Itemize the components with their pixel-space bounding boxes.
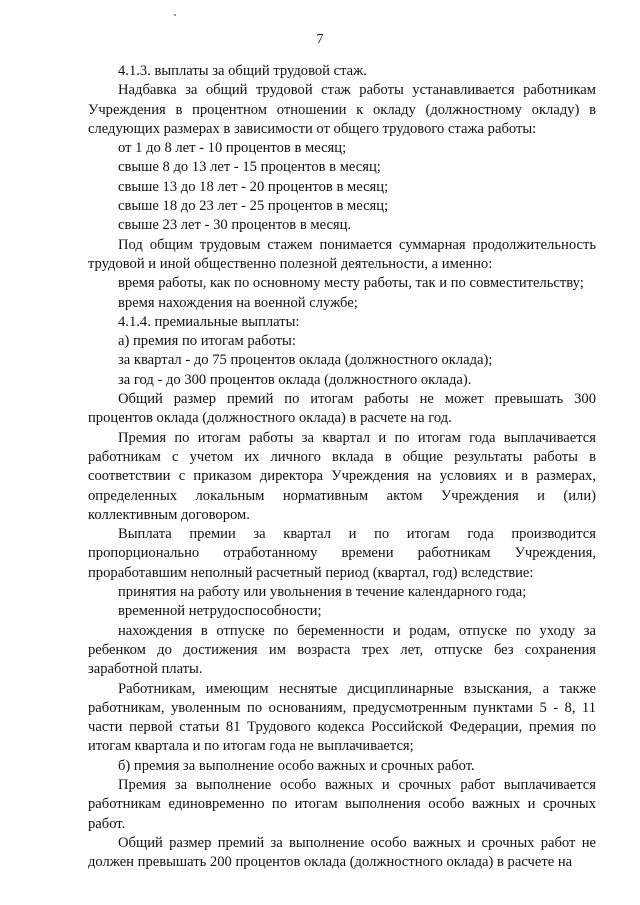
list-item: за год - до 300 процентов оклада (должностного оклада). [118,371,472,388]
subsection-heading: б) премия за выполнение особо важных и срочных работ. [118,757,475,774]
subsection-heading: а) премия по итогам работы: [118,333,296,350]
section-heading: 4.1.4. премиальные выплаты: [118,313,300,330]
page-number: 7 [316,32,324,47]
list-item: принятия на работу или увольнения в течение календарного года; [118,584,527,601]
list-item: за квартал - до 75 процентов оклада (должностного оклада); [118,352,493,369]
scan-speck [174,14,176,16]
list-item: время нахождения на военной службе; [118,294,358,311]
paragraph: Премия за выполнение особо важных и срочных работ выплачивается работникам единовременно по итогам выполнения особо важных и срочных работ. [88,776,596,832]
paragraph: Общий размер премий по итогам работы не может превышать 300 процентов оклада (должностного оклада) в расчете на год. [88,391,596,427]
paragraph: Общий размер премий за выполнение особо важных и срочных работ не должен превышать 200 процентов оклада (должностного оклада) в расчете на [88,834,596,871]
list-item: свыше 18 до 23 лет - 25 процентов в месяц; [118,198,389,215]
list-item: свыше 8 до 13 лет - 15 процентов в месяц; [118,159,381,176]
paragraph: Работникам, имеющим неснятые дисциплинарные взыскания, а также работникам, уволенным по основаниям, предусмотренным пунктами 5 - 8, 11 части первой статьи 81 Трудового кодекса Российской Федерации, премия по итогам квартала и по итогам года не выплачивается; [88,680,596,755]
section-heading: 4.1.3. выплаты за общий трудовой стаж. [118,63,367,79]
paragraph: Надбавка за общий трудовой стаж работы устанавливается работникам Учреждения в процентном отношении к окладу (должностному окладу) в следующих размерах в зависимости от общего трудового стажа работы: [88,82,596,137]
list-item: свыше 13 до 18 лет - 20 процентов в месяц; [118,178,389,195]
paragraph: Премия по итогам работы за квартал и по итогам года выплачивается работникам с учетом их личного вклада в общие результаты работы в соответствии с приказом директора Учреждения на условиях и в размерах, определенных локальным нормативным актом Учреждения и (или) коллективным договором. [88,429,596,523]
paragraph: Выплата премии за квартал и по итогам года производится пропорционально отработанному времени работникам Учреждения, проработавшим неполный расчетный период (квартал, год) вследствие: [88,526,596,581]
paragraph: Под общим трудовым стажем понимается суммарная продолжительность трудовой и иной общественно полезной деятельности, а именно: [88,236,596,272]
list-item: от 1 до 8 лет - 10 процентов в месяц; [118,140,347,157]
list-item: свыше 23 лет - 30 процентов в месяц. [118,217,352,234]
paragraph: время работы, как по основному месту работы, так и по совместительству; [118,275,584,292]
list-item: временной нетрудоспособности; [118,603,322,620]
document-body [88,62,596,872]
paragraph: нахождения в отпуске по беременности и родам, отпуске по уходу за ребенком до достижения им возраста трех лет, отпуске без сохранения заработной платы. [88,622,596,678]
